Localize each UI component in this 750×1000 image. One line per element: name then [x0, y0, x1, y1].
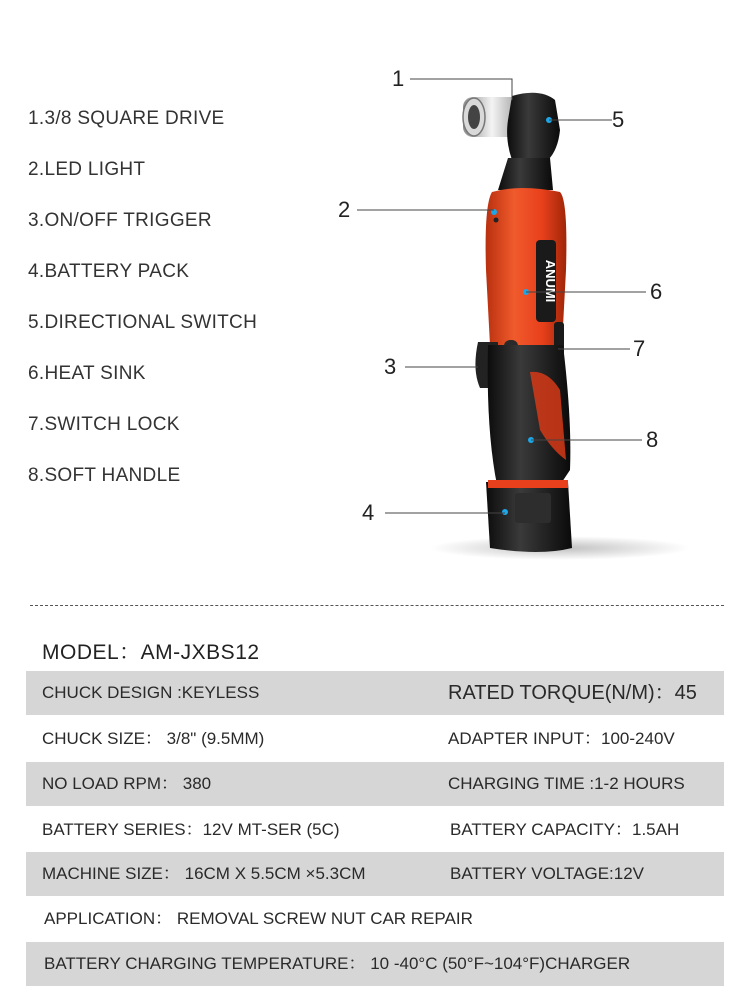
- feature-item: 6.HEAT SINK: [28, 363, 146, 384]
- callout-2: 2: [338, 197, 351, 222]
- feature-item: 2.LED LIGHT: [28, 159, 146, 180]
- spec-row: [26, 942, 724, 986]
- callout-7: 7: [633, 336, 646, 361]
- spec-charging-temperature: BATTERY CHARGING TEMPERATURE： 10 -40°C (50°F~104°F)CHARGER: [44, 954, 631, 973]
- spec-row: [26, 897, 724, 941]
- spec-row: [26, 762, 724, 806]
- callout-4: 4: [362, 500, 375, 525]
- spec-charging-time: CHARGING TIME :1-2 HOURS: [448, 774, 685, 793]
- feature-item: 3.ON/OFF TRIGGER: [28, 210, 212, 231]
- spec-battery-capacity: BATTERY CAPACITY：1.5AH: [450, 820, 680, 839]
- spec-chuck-design: CHUCK DESIGN :KEYLESS: [42, 683, 260, 702]
- spec-row: [26, 808, 724, 852]
- spec-row: [26, 852, 724, 896]
- feature-item: 8.SOFT HANDLE: [28, 465, 181, 486]
- battery-marker: [502, 509, 508, 515]
- model-title: MODEL：AM-JXBS12: [42, 641, 260, 664]
- feature-item: 7.SWITCH LOCK: [28, 414, 180, 435]
- callout-5: 5: [612, 107, 625, 132]
- spec-row: [26, 671, 724, 715]
- callout-6: 6: [650, 279, 663, 304]
- spec-battery-voltage: BATTERY VOLTAGE:12V: [450, 864, 644, 883]
- callout-3: 3: [384, 354, 397, 379]
- spec-battery-series: BATTERY SERIES：12V MT-SER (5C): [42, 820, 340, 839]
- feature-item: 4.BATTERY PACK: [28, 261, 190, 282]
- spec-row: [26, 717, 724, 761]
- spec-application: APPLICATION： REMOVAL SCREW NUT CAR REPAIR: [44, 909, 473, 928]
- neck: [498, 158, 553, 190]
- feature-item: 1.3/8 SQUARE DRIVE: [28, 108, 225, 129]
- callout-1: 1: [392, 66, 405, 91]
- spec-rated-torque: RATED TORQUE(N/M)：45: [448, 682, 697, 704]
- brand-text: ANUMI: [543, 259, 558, 303]
- spec-adapter-input: ADAPTER INPUT：100-240V: [448, 729, 675, 748]
- feature-item: 5.DIRECTIONAL SWITCH: [28, 312, 258, 333]
- section-divider: [30, 605, 724, 606]
- feature-list: [28, 104, 257, 512]
- spec-no-load-rpm: NO LOAD RPM： 380: [42, 774, 212, 793]
- ratchet-head: [507, 93, 560, 160]
- ratchet-wrench-image: [330, 60, 730, 580]
- callout-8: 8: [646, 427, 659, 452]
- spec-chuck-size: CHUCK SIZE： 3/8" (9.5MM): [42, 729, 265, 748]
- spec-machine-size: MACHINE SIZE： 16CM X 5.5CM ×5.3CM: [42, 864, 366, 883]
